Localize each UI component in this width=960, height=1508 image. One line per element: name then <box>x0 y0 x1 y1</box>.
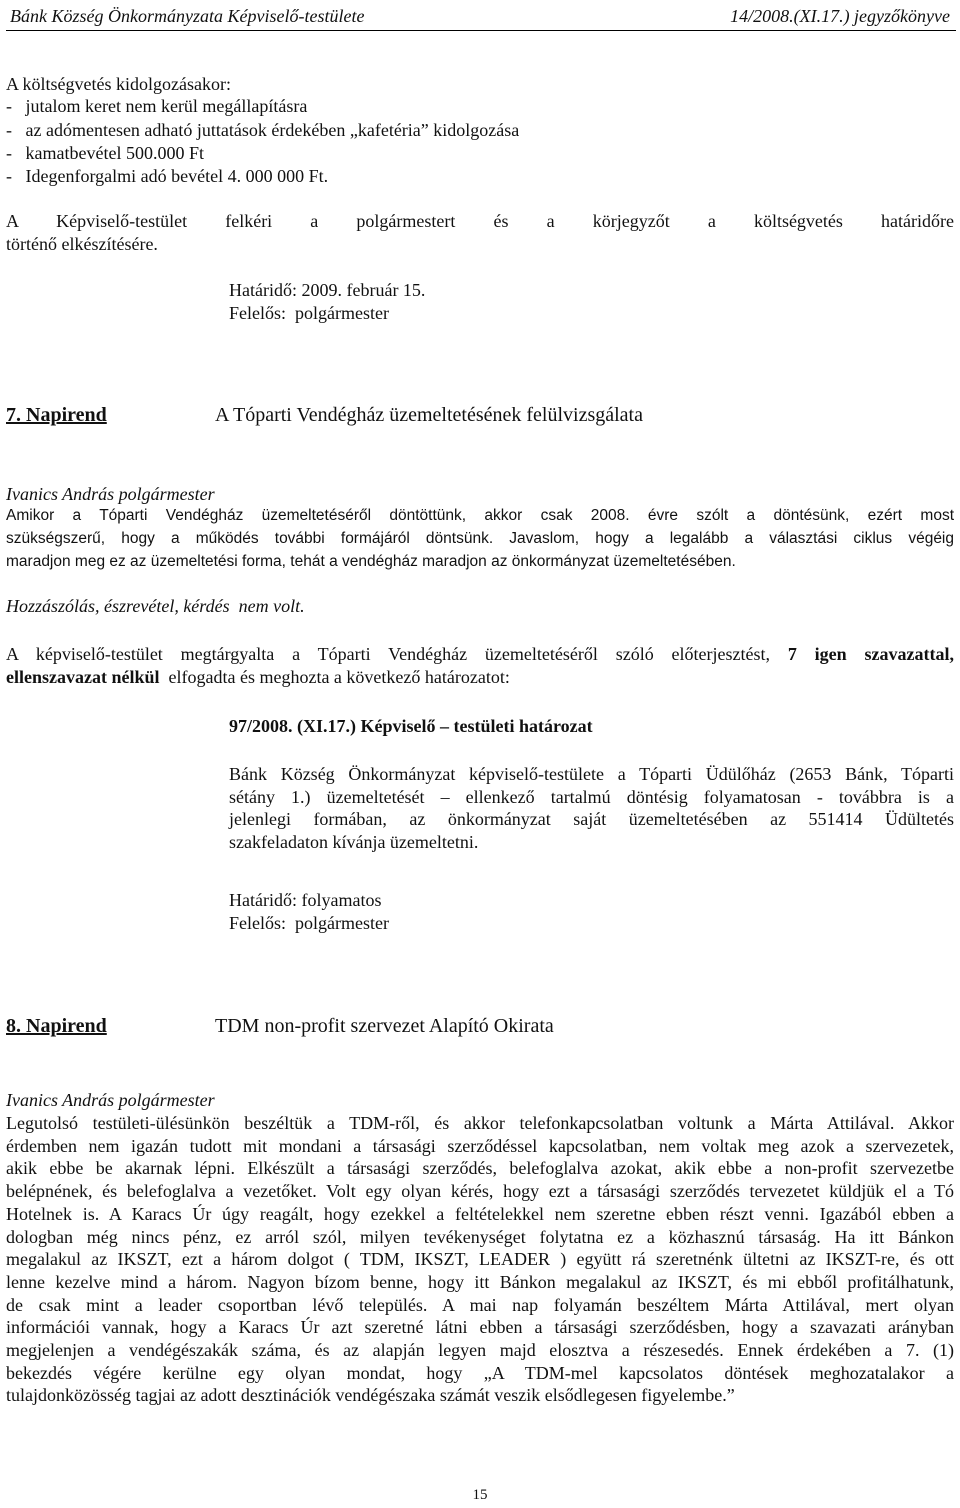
budget-responsible: Felelős: polgármester <box>229 303 389 323</box>
vote-statement <box>6 643 954 688</box>
text-line: érdemben nem igazán tudott mit mondani a társasági szerződéssel kapcsolatban, nem voltak meg azok a szervezetek, <box>6 1135 954 1156</box>
agenda-title: A Tóparti Vendégház üzemeltetésének felülvizsgálata <box>215 404 643 426</box>
agenda-number: 7. Napirend <box>6 404 107 426</box>
resolution-text <box>229 763 954 854</box>
text-line: történő elkészítésére. <box>6 233 158 254</box>
text-line: Hotelnek is. A Karacs Úr úgy reagált, hogy ezekkel a feltételekkel nem szeretne ebben részt venni. Igazából ebben a <box>6 1203 954 1224</box>
text-line: megalakul az IKSZT, ezt a három dolgot ( TDM, IKSZT, LEADER ) együtt rá szeretnénk ültetni az IKSZT-re, és ott <box>6 1249 954 1270</box>
text-line: jelenlegi formában, az önkormányzat saját üzemeltetésében az 551414 Üdültetés <box>229 809 954 830</box>
text-line: tulajdonközösség tagjai az adott desztinációk vendégészaka számát veszik elsődlegesen figyelembe.” <box>6 1385 735 1406</box>
resolution-title: 97/2008. (XI.17.) Képviselő – testületi határozat <box>229 716 593 736</box>
text-line <box>6 666 954 689</box>
page-header <box>6 2 956 31</box>
agenda-title: TDM non-profit szervezet Alapító Okirata <box>215 1015 554 1037</box>
text-line: akik ebbe be akarnak lépni. Elkészült a társasági szerződés, belefoglalva azokat, akik ebbe a non-profit szervezetbe <box>6 1158 954 1179</box>
speaker-speech <box>6 504 954 573</box>
budget-request <box>6 210 954 255</box>
text-line: szakfeladaton kívánja üzemeltetni. <box>229 832 479 853</box>
resolution-deadline: Határidő: folyamatos <box>229 890 382 910</box>
text-line: Legutolsó testületi-ülésünkön beszéltük a TDM-ről, és akkor telefonkapcsolatban voltunk a Márta Attilával. Akkor <box>6 1113 954 1133</box>
header-minutes-ref: 14/2008.(XI.17.) jegyzőkönyve <box>730 6 950 26</box>
text-line: de csak mint a leader csoportban lévő település. A mai nap folyamán beszéltem Márta Attilával, mert olyan <box>6 1294 954 1315</box>
speaker-speech <box>6 1112 954 1407</box>
text-line: sétány 1.) üzemeltetését – ellenkező tartalmú döntésig folyamatosan - továbbra is a <box>229 786 954 807</box>
text-line: információi vannak, hogy a Karacs Úr azt szeretné látni ebben a társasági szerződésben, hogy a szavazati arányban <box>6 1317 954 1338</box>
vote-text: A képviselő-testület megtárgyalta a Tóparti Vendégház üzemeltetéséről szóló előterjesztést, <box>6 644 788 664</box>
text-line: megjelenjen a vendégészakák száma, és az alapján legyen majd elosztva a részesedés. Ennek érdekében a 7. (1) <box>6 1340 954 1361</box>
budget-item: - jutalom keret nem kerül megállapításra <box>6 96 308 116</box>
agenda-number: 8. Napirend <box>6 1015 107 1037</box>
vote-count: 7 igen szavazattal, <box>787 644 954 664</box>
vote-against: ellenszavazat nélkül <box>6 666 160 687</box>
header-title: Bánk Község Önkormányzata Képviselő-testülete <box>10 6 365 26</box>
text-line: Bánk Község Önkormányzat képviselő-testülete a Tóparti Üdülőház (2653 Bánk, Tóparti <box>229 764 954 784</box>
text-line: maradjon meg ez az üzemeltetési forma, tehát a vendégház maradjon az önkormányzat üzemeltetésében. <box>6 553 736 570</box>
no-comments-note: Hozzászólás, észrevétel, kérdés nem volt. <box>6 596 305 616</box>
budget-item: - kamatbevétel 500.000 Ft <box>6 143 204 163</box>
budget-intro: A költségvetés kidolgozásakor: <box>6 74 231 94</box>
text-line: lenne kezelve mind a három. Nagyon bízom benne, hogy itt Bánkon megalakul az IKSZT, és mi ebből profitálhatunk, <box>6 1271 954 1292</box>
budget-item: - az adómentesen adható juttatások érdekében „kafetéria” kidolgozása <box>6 120 520 140</box>
vote-text: elfogadta és meghozta a következő határozatot: <box>159 666 510 687</box>
budget-item: - Idegenforgalmi adó bevétel 4. 000 000 Ft. <box>6 166 329 186</box>
text-line: A Képviselő-testület felkéri a polgármestert és a körjegyzőt a költségvetés határidőre <box>6 211 954 231</box>
text-line: bekezdés végére kerülne egy olyan mondat, hogy „A TDM-mel kapcsolatos döntések meghozatalakor a <box>6 1362 954 1383</box>
budget-deadline: Határidő: 2009. február 15. <box>229 280 426 300</box>
text-line: szükségszerű, hogy a működés további formájáról döntsünk. Javaslom, hogy a legalább a választási ciklus végéig <box>6 530 954 547</box>
page-number: 15 <box>472 1487 488 1503</box>
text-line: Amikor a Tóparti Vendégház üzemeltetéséről döntöttünk, akkor csak 2008. évre szólt a döntésünk, ezért most <box>6 507 954 524</box>
text-line: belépnének, és belefoglalva a vezetőket. Volt egy olyan kérés, hogy ezt a társasági szerződés tervezetet küldjük el a Tó <box>6 1181 954 1202</box>
text-line: dologban még nincs pénz, ez arról szól, milyen tevékenységet folytatna ez a közhasznú társaság. Ha itt Bánkon <box>6 1226 954 1247</box>
resolution-responsible: Felelős: polgármester <box>229 913 389 933</box>
speaker-name: Ivanics András polgármester <box>6 1090 215 1110</box>
text-line <box>6 643 954 666</box>
speaker-name: Ivanics András polgármester <box>6 484 215 504</box>
